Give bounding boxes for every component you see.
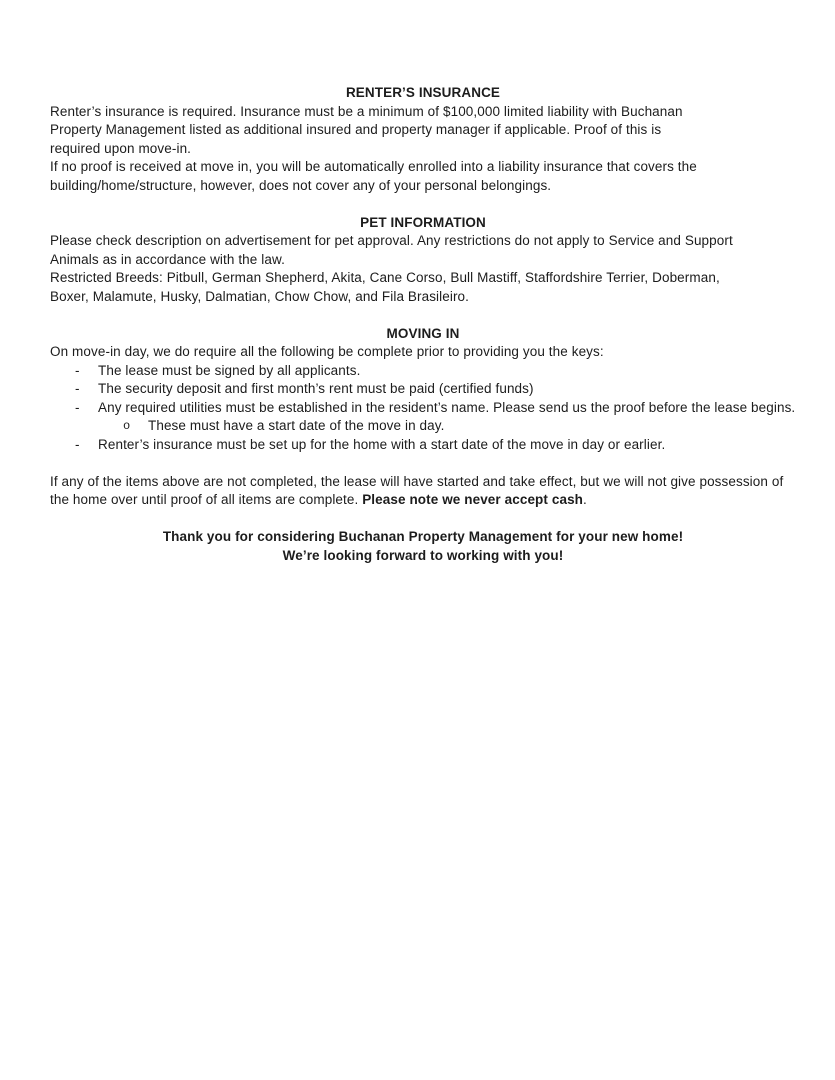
- section-heading: PET INFORMATION: [360, 214, 486, 230]
- text: required upon move-in.: [50, 140, 192, 156]
- text: Animals as in accordance with the law.: [50, 251, 285, 267]
- list-item: [50, 399, 796, 418]
- text: Property Management listed as additional insured and property manager if applicable. Proof of this is: [50, 122, 662, 137]
- text: If no proof is received at move in, you will be automatically enrolled into a liability insurance that covers the: [50, 159, 697, 174]
- text-line: [50, 473, 796, 492]
- bold-text: Thank you for considering Buchanan Property Management for your new home!: [162, 529, 684, 544]
- bullet-marker: -: [75, 362, 80, 378]
- text-line: [50, 528, 796, 547]
- text-line: [50, 547, 796, 566]
- text-line: [50, 251, 796, 270]
- bullet-marker: -: [75, 381, 80, 396]
- bullet-list: [50, 362, 796, 455]
- section-moving-in: [50, 325, 796, 455]
- section-signoff: [50, 528, 796, 565]
- text-line: [50, 343, 796, 362]
- text: building/home/structure, however, does not cover any of your personal belongings.: [50, 177, 552, 193]
- text-line: [50, 103, 796, 122]
- text: Renter’s insurance is required. Insurance must be a minimum of $100,000 limited liability with Buchanan: [50, 103, 683, 119]
- document-body: [50, 84, 796, 565]
- text-line: [50, 121, 796, 140]
- text-line: [50, 177, 796, 196]
- section-renter-s-insurance: [50, 84, 796, 195]
- text: If any of the items above are not completed, the lease will have started and take effect, but we will not give possession of: [50, 473, 784, 489]
- paragraph: [50, 232, 796, 306]
- list-item-text: Renter’s insurance must be set up for the home with a start date of the move in day or earlier.: [98, 436, 666, 452]
- paragraph: [50, 343, 796, 362]
- text-line: [50, 140, 796, 159]
- bullet-marker: -: [75, 399, 80, 415]
- bold-text: We’re looking forward to working with you!: [282, 547, 564, 563]
- list-item-text: The security deposit and first month’s rent must be paid (certified funds): [98, 381, 534, 396]
- paragraph: [50, 473, 796, 510]
- text: Please check description on advertisement for pet approval. Any restrictions do not apply to Service and Support: [50, 233, 733, 248]
- text-line: [50, 158, 796, 177]
- section-heading: MOVING IN: [386, 325, 460, 341]
- section-pet-information: [50, 214, 796, 307]
- list-item-text: These must have a start date of the move in day.: [148, 418, 445, 433]
- list-item: [50, 417, 796, 436]
- list-item: [50, 362, 796, 381]
- text: the home over until proof of all items are complete.: [50, 492, 363, 507]
- text-line: [50, 269, 796, 288]
- text: .: [583, 492, 587, 507]
- list-item: [50, 436, 796, 455]
- text-line: [50, 232, 796, 251]
- bullet-marker: -: [75, 436, 80, 452]
- bullet-marker: o: [123, 419, 131, 433]
- text-line: [50, 491, 796, 510]
- bold-text: Please note we never accept cash: [362, 492, 584, 507]
- text: Restricted Breeds: Pitbull, German Shepherd, Akita, Cane Corso, Bull Mastiff, Staffordshire Terrier, Doberman,: [50, 270, 720, 285]
- section-closing: [50, 473, 796, 510]
- paragraph: [50, 528, 796, 565]
- list-item: [50, 380, 796, 399]
- text: On move-in day, we do require all the following be complete prior to providing you the keys:: [50, 344, 604, 359]
- paragraph: [50, 103, 796, 196]
- text: Boxer, Malamute, Husky, Dalmatian, Chow Chow, and Fila Brasileiro.: [50, 288, 470, 304]
- section-heading: RENTER’S INSURANCE: [345, 85, 501, 100]
- list-item-text: The lease must be signed by all applicants.: [98, 362, 361, 378]
- text-line: [50, 288, 796, 307]
- list-item-text: Any required utilities must be established in the resident’s name. Please send us the proof before the lease begins.: [98, 399, 796, 415]
